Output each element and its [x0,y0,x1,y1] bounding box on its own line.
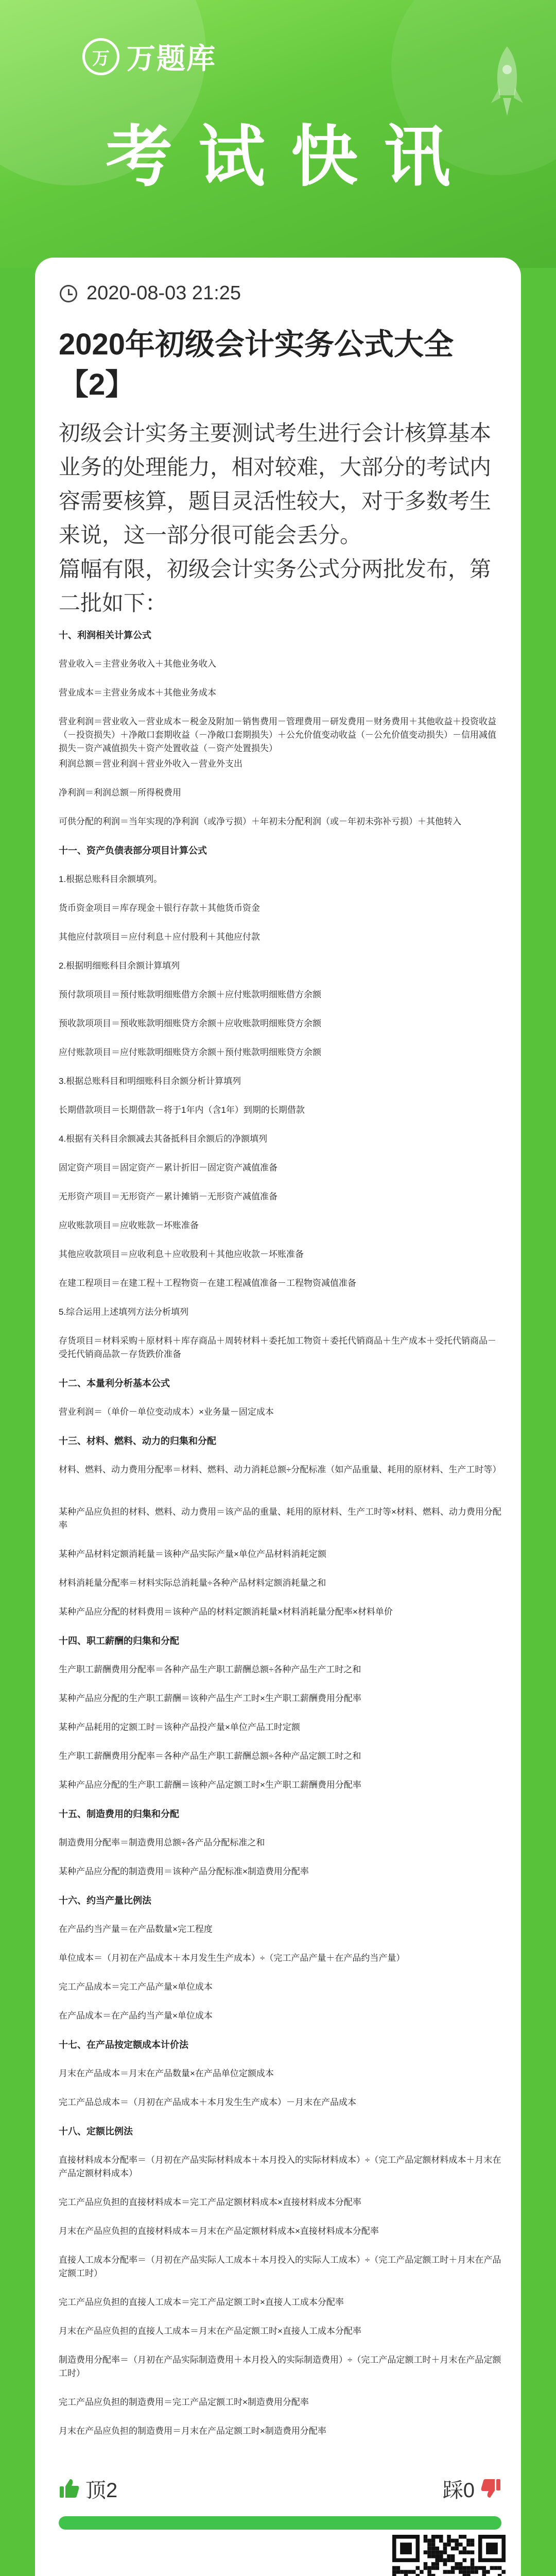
article-title: 2020年初级会计实务公式大全【2】 [59,328,454,401]
document-formula-line: 某种产品应负担的材料、燃料、动力费用＝该产品的重量、耗用的原材料、生产工时等×材料、燃料、动力费用分配率 [59,1507,501,1530]
brand-mark-icon: 万 [82,38,119,75]
document-formula-line: 材料、燃料、动力费用分配率＝材料、燃料、动力消耗总额÷分配标准（如产品重量、耗用的原材料、生产工时等） [59,1465,501,1475]
document-formula-line: 固定资产项目＝固定资产－累计折旧－固定资产减值准备 [59,1163,277,1173]
document-section-heading: 十一、资产负债表部分项目计算公式 [59,845,207,856]
document-formula-line: 制造费用分配率＝（月初在产品实际制造费用＋本月投入的实际制造费用）÷（完工产品定额工时＋月末在产品定额工时） [59,2355,501,2378]
document-formula-line: 单位成本＝（月初在产品成本＋本月发生生产成本）÷（完工产品产量＋在产品约当产量） [59,1953,405,1963]
intro-paragraph: 初级会计实务主要测试考生进行会计核算基本业务的处理能力，相对较难，大部分的考试内容需要核算，题目灵活性较大，对于多数考生来说，这一部分很可能会丢分。 [59,421,492,547]
document-formula-line: 3.根据总账科目和明细账科目余额分析计算填列 [59,1076,241,1086]
document-formula-line: 营业成本＝主营业务成本＋其他业务成本 [59,688,216,698]
document-section-heading: 十五、制造费用的归集和分配 [59,1809,179,1819]
formula-document-image [59,629,501,2436]
document-formula-line: 无形资产项目＝无形资产－累计摊销－无形资产减值准备 [59,1192,277,1201]
document-formula-line: 完工产品成本＝完工产品产量×单位成本 [59,1982,213,1992]
clock-icon [60,285,77,302]
document-formula-line: 某种产品应分配的材料费用＝该种产品的材料定额消耗量×材料消耗量分配率×材料单价 [59,1607,393,1617]
vote-bar [59,2473,501,2504]
document-section-heading: 十、利润相关计算公式 [59,630,151,640]
article-card [35,258,521,2576]
document-formula-line: 货币资金项目＝库存现金＋银行存款＋其他货币资金 [59,903,260,913]
document-formula-line: 完工产品总成本＝（月初在产品成本＋本月发生生产成本）－月末在产品成本 [59,2097,356,2107]
document-formula-line: 某种产品耗用的定额工时＝该种产品投产量×单位产品工时定额 [59,1722,300,1732]
upvote-label: 顶 [85,2479,106,2502]
document-formula-line: 完工产品应负担的直接人工成本＝完工产品定额工时×直接人工成本分配率 [59,2297,344,2307]
document-formula-line: 利润总额＝营业利润＋营业外收入－营业外支出 [59,759,242,769]
brand-name: 万题库 [127,42,216,75]
banner-title: 考试快讯 [105,117,476,196]
thumbs-down-icon [481,2478,501,2499]
document-formula-line: 直接材料成本分配率＝（月初在产品实际材料成本＋本月投入的实际材料成本）÷（完工产品定额材料成本＋月末在产品定额材料成本） [59,2155,501,2178]
document-formula-line: 其他应付款项目＝应付利息＋应付股利＋其他应付款 [59,932,260,942]
downvote-count: 0 [463,2479,475,2502]
document-formula-line: 其他应收款项目＝应收利息＋应收股利＋其他应收款－坏账准备 [59,1249,304,1259]
document-formula-line: 营业利润＝（单价－单位变动成本）×业务量－固定成本 [59,1407,274,1417]
article-intro [59,416,501,620]
document-formula-line: 1.根据总账科目余额填列。 [59,874,163,884]
document-formula-line: 月末在产品应负担的直接材料成本＝月末在产品定额材料成本×直接材料成本分配率 [59,2226,379,2236]
upvote-count: 2 [106,2479,118,2502]
document-section-heading: 十四、职工薪酬的归集和分配 [59,1636,179,1646]
document-section-heading: 十二、本量利分析基本公式 [59,1378,170,1388]
document-formula-line: 在产品约当产量＝在产品数量×完工程度 [59,1924,213,1934]
intro-paragraph: 篇幅有限，初级会计实务公式分两批发布，第二批如下： [59,557,492,615]
qr-code[interactable] [392,2535,506,2576]
document-formula-line: 直接人工成本分配率＝（月初在产品实际人工成本＋本月投入的实际人工成本）÷（完工产品定额工时＋月末在产品定额工时） [59,2255,501,2278]
document-formula-line: 制造费用分配率＝制造费用总额÷各产品分配标准之和 [59,1838,265,1848]
document-formula-line: 月末在产品应负担的制造费用＝月末在产品定额工时×制造费用分配率 [59,2426,326,2436]
thumbs-up-icon [59,2478,79,2499]
document-formula-line: 某种产品应分配的生产职工薪酬＝该种产品生产工时×生产职工薪酬费用分配率 [59,1693,361,1703]
document-formula-line: 在产品成本＝在产品约当产量×单位成本 [59,2011,213,2021]
downvote-label: 踩 [442,2479,463,2502]
document-formula-line: 净利润＝利润总额－所得税费用 [59,788,181,798]
document-formula-line: 某种产品应分配的制造费用＝该种产品分配标准×制造费用分配率 [59,1867,309,1876]
document-formula-line: 生产职工薪酬费用分配率＝各种产品生产职工薪酬总额÷各种产品定额工时之和 [59,1751,361,1761]
document-formula-line: 完工产品应负担的制造费用＝完工产品定额工时×制造费用分配率 [59,2397,309,2407]
document-formula-line: 应付账款项目＝应付账款明细账贷方余额＋预付账款明细账贷方余额 [59,1047,321,1057]
document-formula-line: 预收款项项目＝预收账款明细账贷方余额＋应收账款明细账贷方余额 [59,1019,321,1028]
document-formula-line: 某种产品材料定额消耗量＝该种产品实际产量×单位产品材料消耗定额 [59,1549,326,1559]
document-formula-line: 生产职工薪酬费用分配率＝各种产品生产职工薪酬总额÷各种产品生产工时之和 [59,1665,361,1674]
document-formula-line: 4.根据有关科目余额减去其备抵科目余额后的净额填列 [59,1134,268,1144]
document-formula-line: 存货项目＝材料采购＋原材料＋库存商品＋周转材料＋委托加工物资＋委托代销商品＋生产成本＋受托代销商品－受托代销商品款－存货跌价准备 [59,1336,496,1359]
document-formula-line: 某种产品应分配的生产职工薪酬＝该种产品定额工时×生产职工薪酬费用分配率 [59,1780,361,1790]
document-formula-line: 完工产品应负担的直接材料成本＝完工产品定额材料成本×直接材料成本分配率 [59,2197,361,2207]
document-formula-line: 月末在产品成本＝月末在产品数量×在产品单位定额成本 [59,2069,274,2078]
document-formula-line: 月末在产品应负担的直接人工成本＝月末在产品定额工时×直接人工成本分配率 [59,2326,361,2336]
document-formula-line: 5.综合运用上述填列方法分析填列 [59,1307,189,1317]
brand-logo [82,36,216,77]
vote-ratio-bar [59,2516,501,2530]
document-section-heading: 十六、约当产量比例法 [59,1895,151,1906]
document-formula-line: 预付款项项目＝预付账款明细账借方余额＋应付账款明细账借方余额 [59,990,321,999]
document-formula-line: 材料消耗量分配率＝材料实际总消耗量÷各种产品材料定额消耗量之和 [59,1578,326,1588]
document-section-heading: 十七、在产品按定额成本计价法 [59,2040,188,2050]
article-meta [60,282,241,304]
document-formula-line: 应收账款项目＝应收账款－坏账准备 [59,1221,199,1230]
vote-ratio-fill [59,2516,501,2530]
document-section-heading: 十三、材料、燃料、动力的归集和分配 [59,1436,216,1446]
document-formula-line: 可供分配的利润＝当年实现的净利润（或净亏损）＋年初未分配利润（或－年初未弥补亏损）＋其他转入 [59,817,461,826]
document-formula-line: 长期借款项目＝长期借款－将于1年内（含1年）到期的长期借款 [59,1105,305,1115]
upvote-button[interactable] [59,2474,117,2503]
document-formula-line: 营业利润＝营业收入－营业成本－税金及附加－销售费用－管理费用－研发费用－财务费用＋其他收益＋投资收益（－投资损失）＋净敞口套期收益（－净敞口套期损失）＋公允价值变动收益（－公允价值变动损失）－信用减值损失－资产减值损失＋资产处置收益（－资产处置损失） [59,717,496,753]
document-section-heading: 十八、定额比例法 [59,2126,133,2137]
document-formula-line: 营业收入＝主营业务收入＋其他业务收入 [59,659,216,669]
article-datetime: 2020-08-03 21:25 [86,282,241,304]
document-formula-line: 2.根据明细账科目余额计算填列 [59,961,180,971]
document-formula-line: 在建工程项目＝在建工程＋工程物资－在建工程减值准备－工程物资减值准备 [59,1278,356,1288]
downvote-button[interactable] [443,2474,501,2503]
